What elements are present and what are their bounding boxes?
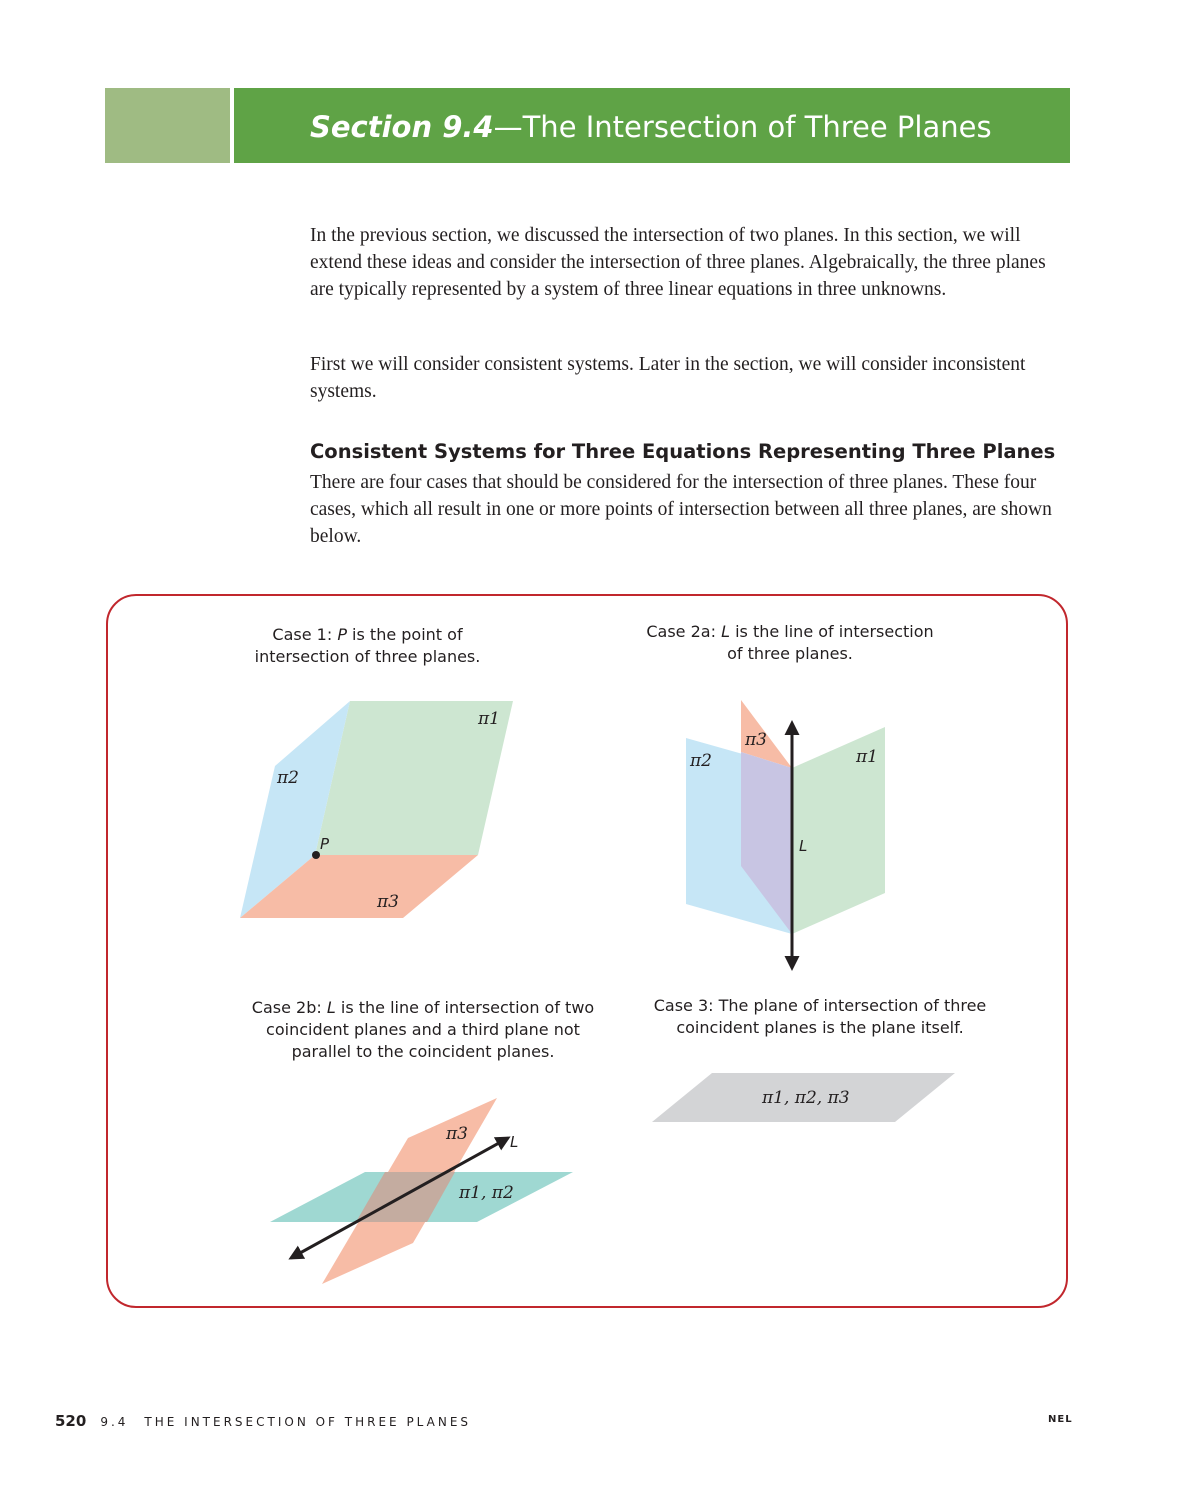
page-number: 520 xyxy=(55,1412,87,1430)
section-title-text: —The Intersection of Three Planes xyxy=(493,110,992,144)
case2b-label-pi12: π1, π2 xyxy=(459,1183,514,1203)
footer xyxy=(55,1412,471,1430)
section-label: Section 9.4 xyxy=(310,110,494,144)
case2b-var: L xyxy=(326,998,336,1017)
case1-label-p: P xyxy=(320,835,330,853)
case1-label-pi1: π1 xyxy=(478,709,500,729)
case1-line2: intersection of three planes. xyxy=(254,647,481,666)
footer-section-number: 9.4 xyxy=(100,1415,129,1429)
intro-paragraph-1: In the previous section, we discussed the intersection of two planes. In this section, we will extend these ideas and consider the intersection of three planes. Algebraically, the three planes are typically represented by a system of three linear equations in three unknowns. xyxy=(310,225,1046,300)
consistent-systems-heading: Consistent Systems for Three Equations Representing Three Planes xyxy=(310,440,1056,463)
case2b-label-pi3: π3 xyxy=(446,1124,468,1144)
case2b-label: Case 2b: xyxy=(251,998,322,1017)
case3-label-pi123: π1, π2, π3 xyxy=(762,1088,850,1108)
case2a-line1: is the line of intersection xyxy=(729,622,934,641)
case2a-line2: of three planes. xyxy=(727,644,853,663)
case3-line2: coincident planes is the plane itself. xyxy=(676,1018,964,1037)
case3-line1: Case 3: The plane of intersection of three xyxy=(653,996,987,1015)
footer-section-title: THE INTERSECTION OF THREE PLANES xyxy=(144,1415,472,1429)
case2a-var: L xyxy=(721,622,730,641)
case2b-line3: parallel to the coincident planes. xyxy=(291,1042,555,1061)
case1-line1: is the point of xyxy=(346,625,463,644)
consistent-systems-paragraph: There are four cases that should be considered for the intersection of three planes. These four cases, which all result in one or more points of intersection between all three planes, are shown below. xyxy=(310,472,1052,547)
case2b-line1: is the line of intersection of two xyxy=(335,998,595,1017)
case2b-line2: coincident planes and a third plane not xyxy=(266,1020,580,1039)
case2a-label: Case 2a: xyxy=(646,622,716,641)
case1-label: Case 1: xyxy=(272,625,333,644)
publisher-mark: NEL xyxy=(1048,1414,1073,1425)
case1-diagram xyxy=(240,701,513,918)
case1-var: P xyxy=(337,625,347,644)
case2b-label-l: L xyxy=(510,1133,519,1151)
case2a-label-pi1: π1 xyxy=(856,747,878,767)
case2a-label-pi3: π3 xyxy=(745,730,767,750)
case1-point-p xyxy=(312,851,320,859)
case2b-diagram xyxy=(270,1098,573,1284)
case2a-diagram xyxy=(686,700,885,968)
case1-label-pi3: π3 xyxy=(377,892,399,912)
intro-paragraph-2: First we will consider consistent systems. Later in the section, we will consider inconsistent systems. xyxy=(310,354,1026,402)
case1-label-pi2: π2 xyxy=(277,768,299,788)
case3-diagram xyxy=(652,1073,955,1122)
case2a-label-pi2: π2 xyxy=(690,751,712,771)
case2a-label-l: L xyxy=(799,837,808,855)
